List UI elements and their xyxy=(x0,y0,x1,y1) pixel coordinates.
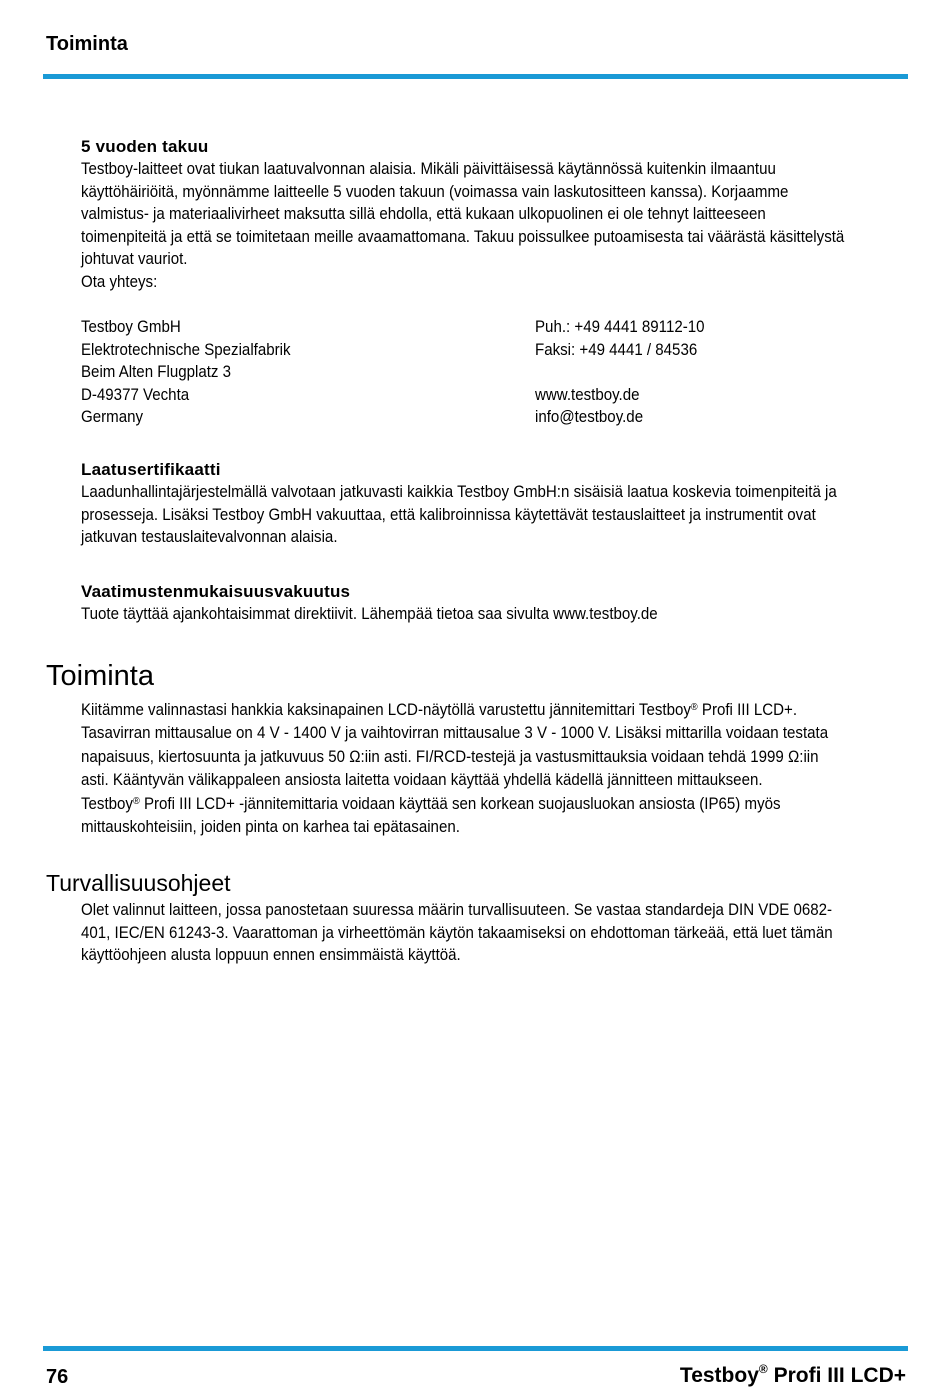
header-rule xyxy=(43,74,908,79)
function-line: asti. Kääntyvän välikappaleen ansiosta laitetta voidaan käyttää yhdellä kädellä jännitteen mittaukseen. xyxy=(81,770,763,789)
conformity-text xyxy=(81,603,909,626)
safety-text xyxy=(81,899,909,967)
postal-city: D-49377 Vechta xyxy=(81,385,190,404)
footer-model: Profi III LCD+ xyxy=(767,1364,906,1387)
contact-intro: Ota yhteys: xyxy=(81,272,158,291)
registered-mark: ® xyxy=(132,796,140,808)
address-column xyxy=(81,316,291,429)
function-line-text: Profi III LCD+ -jännitemittaria voidaan käyttää sen korkean suojausluokan ansiosta (IP65) myös xyxy=(139,795,781,814)
conformity-heading: Vaatimustenmukaisuusvakuutus xyxy=(81,582,351,601)
safety-heading: Turvallisuusohjeet xyxy=(46,870,231,896)
safety-line: 401, IEC/EN 61243-3. Vaarattoman ja virheettömän käytön takaamiseksi on ehdottoman tärkeää, että luet tämän xyxy=(81,923,833,942)
page-number: 76 xyxy=(46,1366,69,1388)
company-name: Testboy GmbH xyxy=(81,318,181,336)
street-address: Beim Alten Flugplatz 3 xyxy=(81,363,232,382)
safety-section xyxy=(81,899,911,967)
function-line-text: Testboy xyxy=(81,795,133,814)
warranty-text xyxy=(81,158,909,294)
website-link[interactable]: www.testboy.de xyxy=(535,385,640,404)
function-line: mittauskohteisiin, joiden pinta on karhea tai epätasainen. xyxy=(81,817,460,836)
fax-number: Faksi: +49 4441 / 84536 xyxy=(535,340,698,359)
safety-line: Olet valinnut laitteen, jossa panostetaan suuressa määrin turvallisuuteen. Se vastaa standardeja DIN VDE 0682- xyxy=(81,901,833,919)
quality-line: jatkuvan testauslaitevalvonnan alaisia. xyxy=(81,528,338,547)
quality-section xyxy=(81,459,911,549)
function-heading: Toiminta xyxy=(46,660,154,692)
warranty-line: valmistus- ja materiaalivirheet maksutta sillä ehdolla, että kukaan ulkopuolinen ei ole tehnyt laitteeseen xyxy=(81,205,766,224)
registered-mark: ® xyxy=(690,702,698,713)
function-text xyxy=(81,697,909,839)
company-division: Elektrotechnische Spezialfabrik xyxy=(81,340,291,359)
email-link[interactable]: info@testboy.de xyxy=(535,408,644,427)
function-line xyxy=(81,697,909,722)
quality-line: Laadunhallintajärjestelmällä valvotaan jatkuvasti kaikkia Testboy GmbH:n sisäisiä laatua koskevia toimenpiteitä ja xyxy=(81,483,837,501)
function-line-text: Profi III LCD+. xyxy=(697,701,798,719)
function-section xyxy=(81,697,911,839)
function-line xyxy=(81,791,909,816)
footer-brand: Testboy xyxy=(679,1364,759,1387)
function-line-text: Kiitämme valinnastasi hankkia kaksinapainen LCD-näytöllä varustettu jännitemittari Testboy xyxy=(81,701,691,719)
phone-number: Puh.: +49 4441 89112-10 xyxy=(535,318,705,336)
contact-details-column xyxy=(535,316,705,429)
function-line: Tasavirran mittausalue on 4 V - 1400 V ja vaihtovirran mittausalue 3 V - 1000 V. Lisäksi mittarilla voidaan testata xyxy=(81,723,829,742)
warranty-heading: 5 vuoden takuu xyxy=(81,137,209,156)
contact-spacer xyxy=(535,361,705,384)
country: Germany xyxy=(81,408,144,427)
function-line: napaisuus, kiertosuunta ja jatkuvuus 50 Ω:iin asti. FI/RCD-testejä ja vastusmittauksia voidaan tehdä 1999 Ω:iin xyxy=(81,748,819,767)
page-header-title: Toiminta xyxy=(46,33,128,55)
footer-rule xyxy=(43,1346,908,1351)
safety-line: käyttöohjeen alusta loppuun ennen ensimmäistä käyttöä. xyxy=(81,946,461,965)
footer-product-name xyxy=(680,1362,906,1388)
warranty-line: Testboy-laitteet ovat tiukan laatuvalvonnan alaisia. Mikäli päivittäisessä käytännössä kuitenkin ilmaantuu xyxy=(81,160,776,178)
quality-line: prosesseja. Lisäksi Testboy GmbH vakuuttaa, että kalibroinnissa käytettävät testauslaitteet ja instrumentit ovat xyxy=(81,505,816,524)
warranty-line: käyttöhäiriöitä, myönnämme laitteelle 5 vuoden takuun (voimassa vain laskutositteen kanssa). Korjaamme xyxy=(81,182,789,201)
warranty-line: toimenpiteitä ja että se toimitetaan meille avaamattomana. Takuu poissulkee putoamisesta tai väärästä käsittelystä xyxy=(81,227,845,246)
warranty-section xyxy=(81,136,911,294)
quality-heading: Laatusertifikaatti xyxy=(81,460,221,479)
registered-mark: ® xyxy=(758,1362,768,1376)
conformity-line: Tuote täyttää ajankohtaisimmat direktiivit. Lähempää tietoa saa sivulta www.testboy.de xyxy=(81,605,658,623)
quality-text xyxy=(81,481,909,549)
warranty-line: johtuvat vauriot. xyxy=(81,250,188,269)
conformity-section xyxy=(81,581,911,626)
